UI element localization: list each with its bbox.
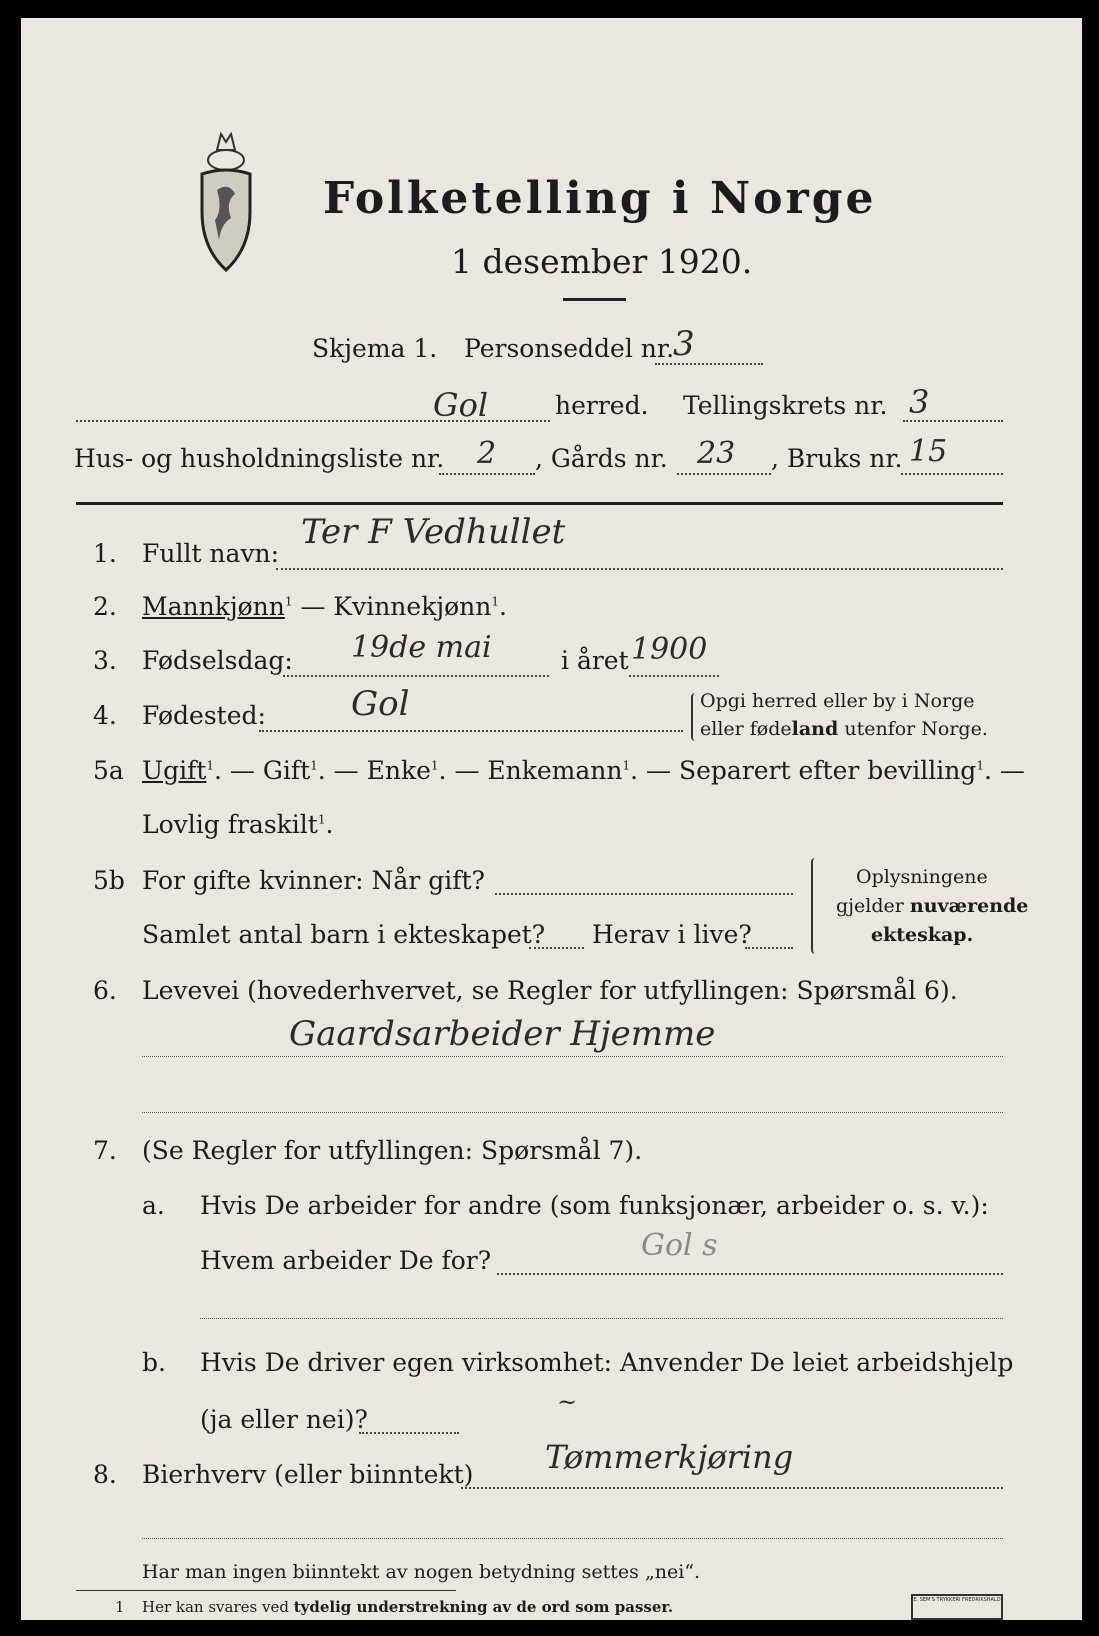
tellingskrets-label: Tellingskrets nr. bbox=[683, 391, 888, 420]
q5b-brace bbox=[811, 858, 819, 954]
enke-option[interactable]: Enke bbox=[366, 756, 431, 785]
q3-line bbox=[283, 675, 549, 677]
side-income-value[interactable]: Tømmerkjøring bbox=[545, 1438, 794, 1476]
hire-help-value[interactable]: ~ bbox=[557, 1388, 578, 1416]
section-divider bbox=[76, 502, 1003, 505]
personseddel-label: Personseddel nr. bbox=[464, 334, 675, 363]
full-name-value[interactable]: Ter F Vedhullet bbox=[301, 512, 566, 552]
q7b-line bbox=[359, 1432, 459, 1434]
herred-value[interactable]: Gol bbox=[433, 386, 489, 424]
q3-number: 3. bbox=[93, 646, 117, 675]
q7a-line bbox=[497, 1273, 1003, 1275]
q5b-note-3: ekteskap. bbox=[871, 924, 974, 946]
male-option[interactable]: Mannkjønn bbox=[142, 592, 285, 621]
q3-label: Fødselsdag: bbox=[142, 646, 293, 675]
q7a-line-2 bbox=[200, 1318, 1003, 1319]
footnote-divider bbox=[76, 1590, 456, 1591]
q5b-note-1: Oplysningene bbox=[856, 866, 988, 888]
hus-line bbox=[439, 473, 535, 475]
personseddel-value[interactable]: 3 bbox=[673, 324, 695, 364]
q8-label: Bierhverv (eller biinntekt) bbox=[142, 1460, 474, 1489]
q4-number: 4. bbox=[93, 701, 117, 730]
printer-mark: E. SEM'S TRYKKERI FREDRIKSHALD bbox=[911, 1594, 1003, 1620]
bruks-line bbox=[901, 473, 1003, 475]
q4-label: Fødested: bbox=[142, 701, 266, 730]
gards-line bbox=[677, 473, 771, 475]
marital-options: Ugift$^1$. — Gift$^1$. — Enke$^1$. — Enkemann$^1$. — Separert efter bevilling$^1$. — bbox=[142, 756, 1025, 785]
tellingskrets-value[interactable]: 3 bbox=[909, 383, 930, 421]
q4-line bbox=[259, 730, 683, 732]
separert-option[interactable]: Separert efter bevilling bbox=[678, 756, 977, 785]
q2-number: 2. bbox=[93, 592, 117, 621]
children-line[interactable] bbox=[529, 947, 584, 949]
q6-label: Levevei (hovederhvervet, se Regler for utfyllingen: Spørsmål 6). bbox=[142, 976, 958, 1005]
hus-value[interactable]: 2 bbox=[477, 436, 497, 471]
q5b-line2b: Herav i live? bbox=[592, 920, 752, 949]
fraskilt-option[interactable]: Lovlig fraskilt$^1$. bbox=[142, 810, 334, 839]
personseddel-line bbox=[655, 363, 763, 365]
gender-options: Mannkjønn$^1$ — Kvinnekjønn$^1$. bbox=[142, 592, 507, 621]
footer-note: Har man ingen biinntekt av nogen betydning settes „nei“. bbox=[142, 1561, 701, 1583]
hus-label: Hus- og husholdningsliste nr. bbox=[74, 444, 445, 473]
birthplace-value[interactable]: Gol bbox=[351, 684, 410, 724]
q4-brace bbox=[691, 693, 699, 741]
ugift-option[interactable]: Ugift bbox=[142, 756, 207, 785]
q4-note-2: eller fødeland utenfor Norge. bbox=[700, 718, 988, 740]
q5a-number: 5a bbox=[93, 756, 124, 785]
q7b-letter: b. bbox=[142, 1348, 166, 1377]
q5b-number: 5b bbox=[93, 866, 125, 895]
coat-of-arms-icon bbox=[195, 120, 257, 272]
birthdate-value[interactable]: 19de mai bbox=[351, 630, 492, 665]
q7a-question: Hvem arbeider De for? bbox=[200, 1246, 492, 1275]
census-date: 1 desember 1920. bbox=[451, 242, 753, 281]
q8-line-2 bbox=[142, 1538, 1003, 1539]
q1-number: 1. bbox=[93, 539, 117, 568]
year-label: i året bbox=[561, 646, 629, 675]
enkemann-option[interactable]: Enkemann bbox=[487, 756, 623, 785]
q6-number: 6. bbox=[93, 976, 117, 1005]
q6-line-2 bbox=[142, 1112, 1003, 1113]
gards-label: , Gårds nr. bbox=[535, 444, 668, 473]
bruks-value[interactable]: 15 bbox=[909, 434, 948, 469]
female-option[interactable]: Kvinnekjønn bbox=[333, 592, 492, 621]
skjema-label: Skjema 1. bbox=[312, 334, 438, 363]
gards-value[interactable]: 23 bbox=[697, 436, 736, 471]
q6-line-1 bbox=[142, 1056, 1003, 1057]
title-divider bbox=[563, 298, 626, 301]
employer-value[interactable]: Gol s bbox=[641, 1228, 718, 1263]
q7a-letter: a. bbox=[142, 1191, 165, 1220]
q5b-line1: For gifte kvinner: Når gift? bbox=[142, 866, 485, 895]
q5b-note-2: gjelder nuværende bbox=[836, 895, 1029, 917]
gift-option[interactable]: Gift bbox=[262, 756, 311, 785]
year-line bbox=[629, 675, 719, 677]
herred-label: herred. bbox=[555, 391, 649, 420]
when-married-line[interactable] bbox=[495, 893, 793, 895]
census-form bbox=[21, 18, 1082, 1620]
occupation-value[interactable]: Gaardsarbeider Hjemme bbox=[289, 1014, 716, 1054]
q5b-line2: Samlet antal barn i ekteskapet? bbox=[142, 920, 546, 949]
q7-label: (Se Regler for utfyllingen: Spørsmål 7). bbox=[142, 1136, 643, 1165]
alive-line[interactable] bbox=[745, 947, 793, 949]
q7a-text: Hvis De arbeider for andre (som funksjonær, arbeider o. s. v.): bbox=[200, 1191, 989, 1220]
q8-number: 8. bbox=[93, 1460, 117, 1489]
q7-number: 7. bbox=[93, 1136, 117, 1165]
q1-line bbox=[276, 568, 1003, 570]
q1-label: Fullt navn: bbox=[142, 539, 280, 568]
q4-note-1: Opgi herred eller by i Norge bbox=[700, 690, 975, 712]
birthyear-value[interactable]: 1900 bbox=[631, 632, 708, 667]
page-title: Folketelling i Norge bbox=[323, 173, 877, 224]
q7b-question: (ja eller nei)? bbox=[200, 1405, 368, 1434]
q7b-text: Hvis De driver egen virksomhet: Anvender De leiet arbeidshjelp bbox=[200, 1348, 1014, 1377]
q8-line bbox=[461, 1487, 1003, 1489]
footnote-text: Her kan svares ved tydelig understrekning av de ord som passer. bbox=[142, 1598, 674, 1616]
bruks-label: , Bruks nr. bbox=[771, 444, 903, 473]
footnote-number: 1 bbox=[115, 1598, 125, 1616]
